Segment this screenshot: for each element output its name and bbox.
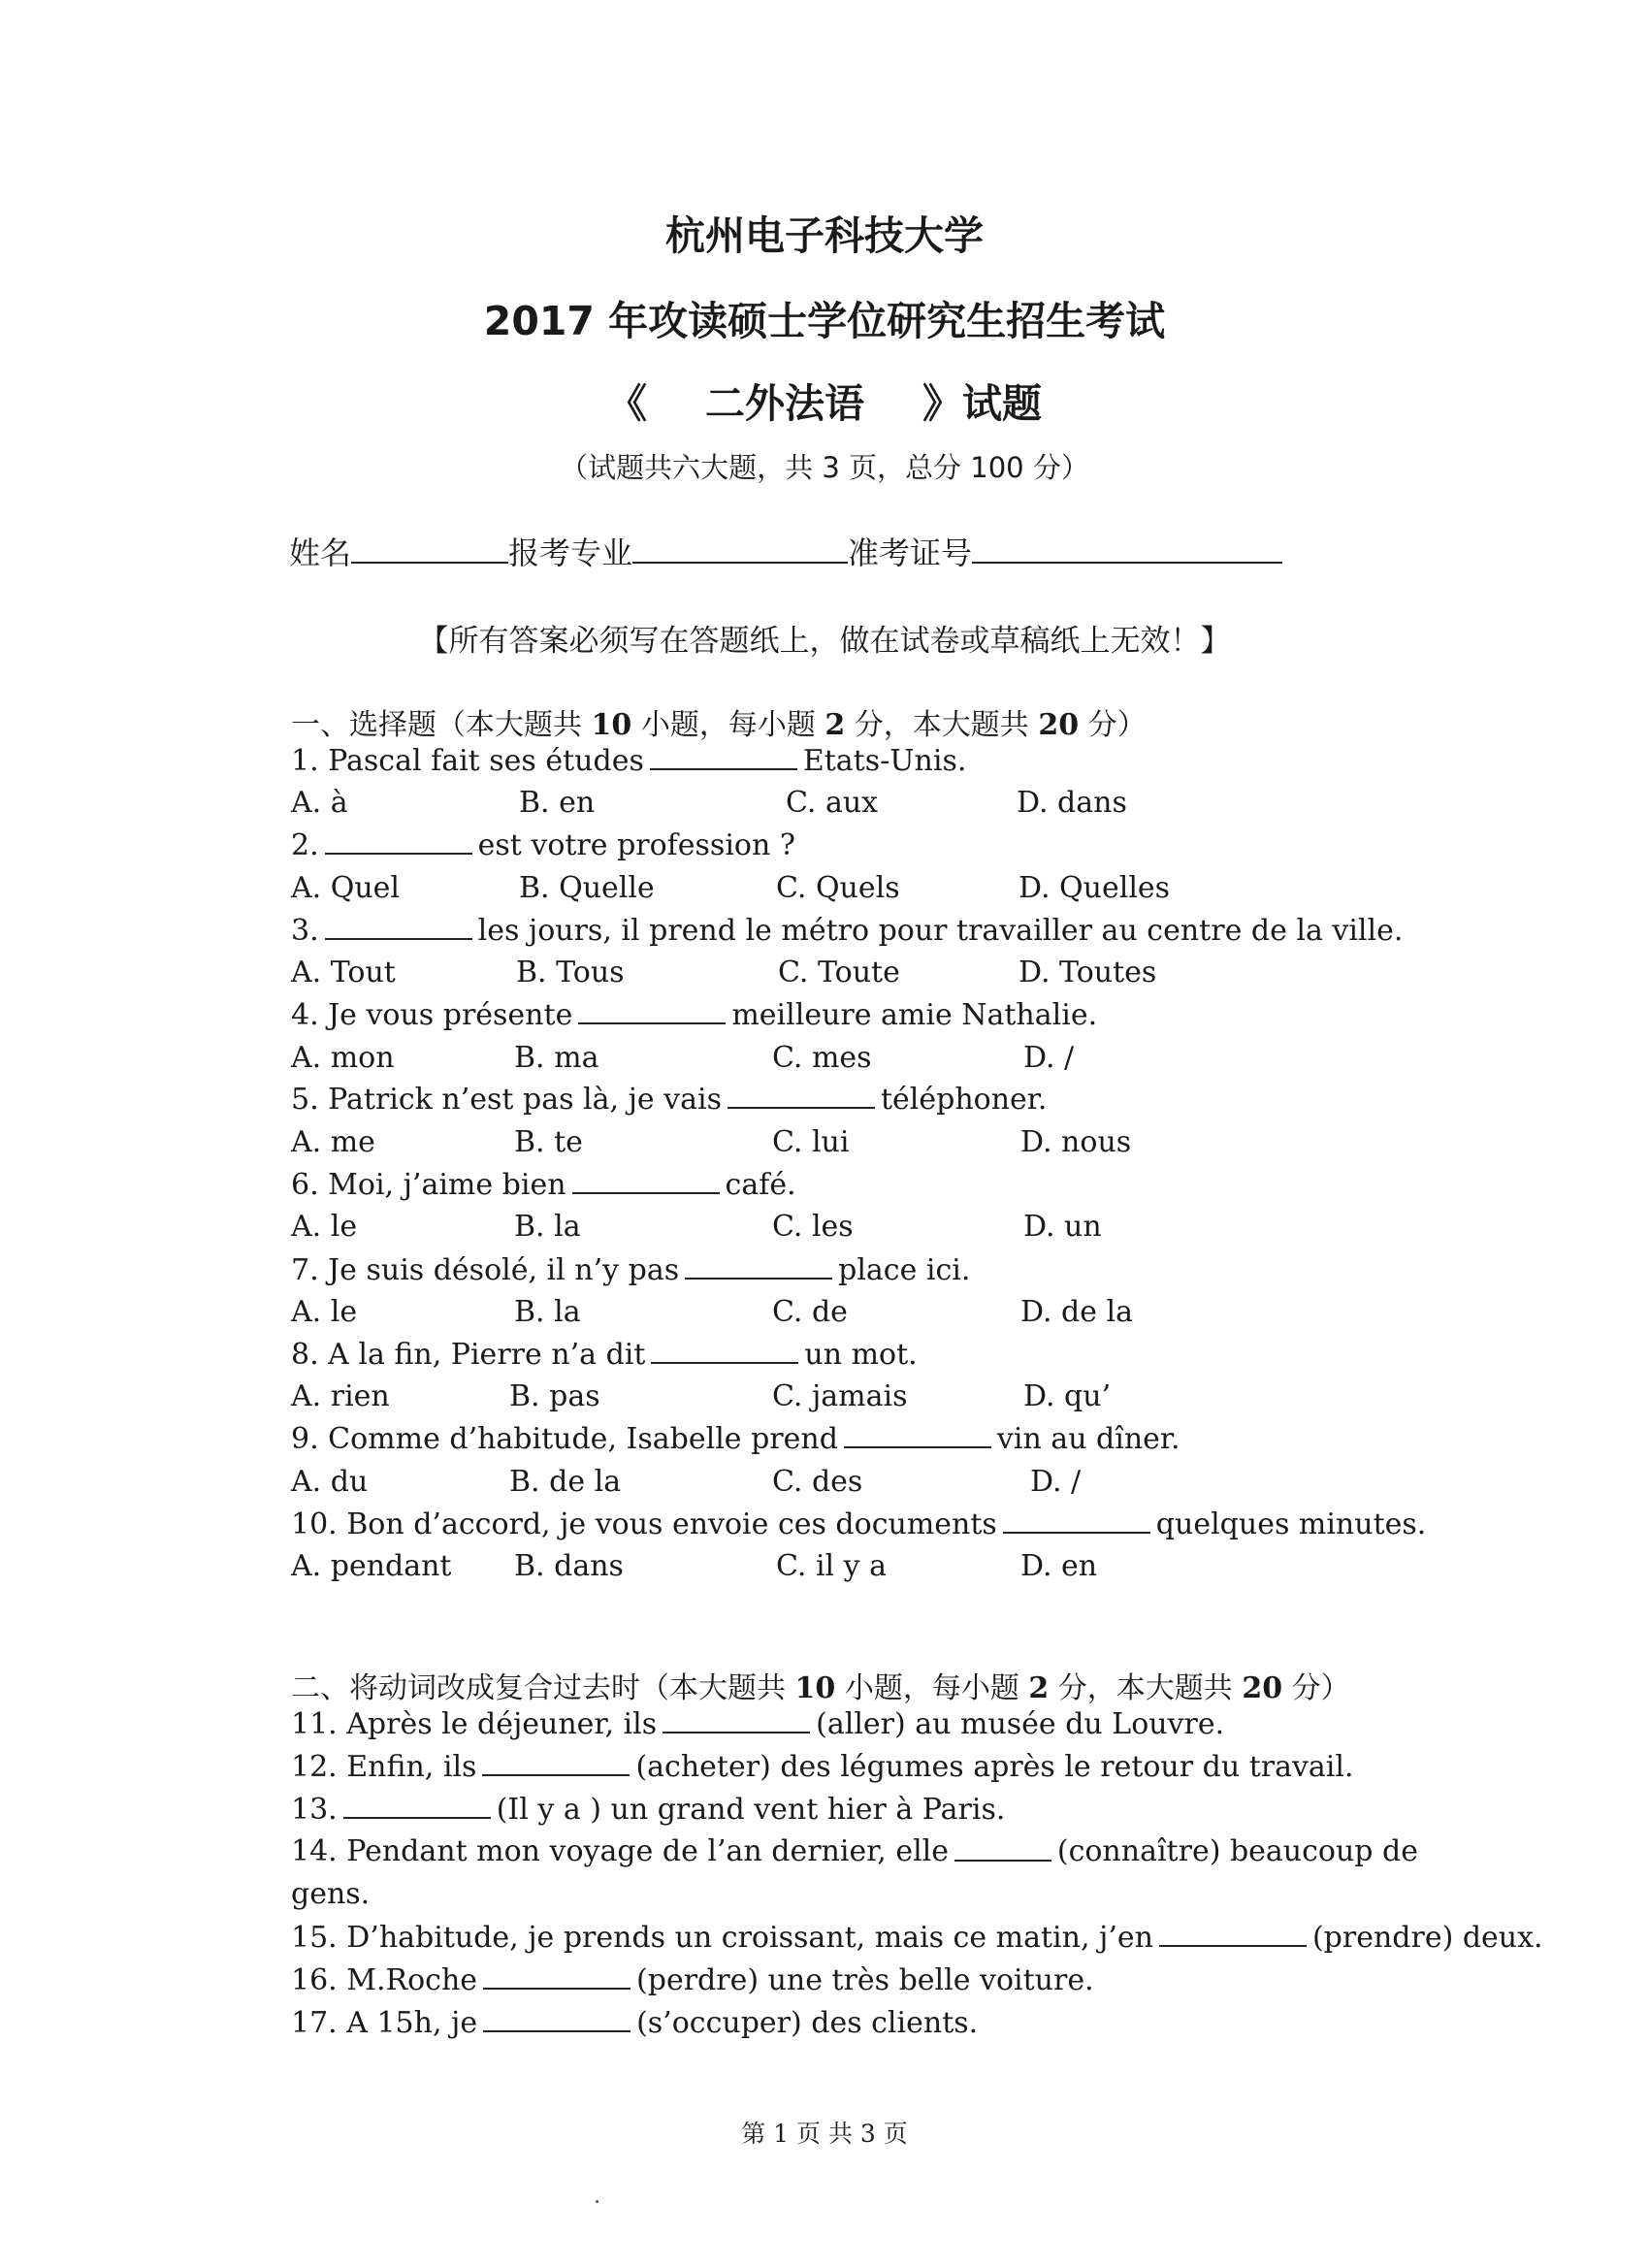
name-field[interactable] bbox=[351, 533, 508, 564]
name-label: 姓名 bbox=[289, 535, 352, 571]
answer-blank bbox=[728, 1082, 875, 1109]
q2-option-d: D. Quelles bbox=[1018, 871, 1171, 905]
q7-option-a: A. le bbox=[291, 1295, 358, 1329]
exam-title: 2017 年攻读硕士学位研究生招生考试 bbox=[483, 298, 1166, 344]
question-2: 2. est votre profession ? bbox=[291, 828, 795, 862]
question-4: 4. Je vous présente meilleure amie Nathalie. bbox=[291, 998, 1098, 1032]
answer-blank bbox=[343, 1792, 491, 1819]
q10-option-d: D. en bbox=[1020, 1549, 1098, 1583]
q6-option-c: C. les bbox=[772, 1210, 854, 1244]
candidate-fields bbox=[289, 529, 1282, 573]
answer-blank bbox=[651, 1337, 798, 1364]
q5-option-c: C. lui bbox=[772, 1125, 850, 1159]
q4-option-c: C. mes bbox=[772, 1041, 872, 1075]
q1-option-d: D. dans bbox=[1017, 786, 1127, 820]
answer-blank bbox=[1003, 1507, 1150, 1534]
q5-option-a: A. me bbox=[291, 1125, 375, 1159]
question-1: 1. Pascal fait ses études Etats-Unis. bbox=[291, 744, 967, 778]
subject-name: 二外法语 bbox=[705, 380, 864, 427]
subject-title bbox=[0, 372, 1649, 429]
q7-option-c: C. de bbox=[772, 1295, 848, 1329]
question-6: 6. Moi, j’aime bien café. bbox=[291, 1168, 796, 1202]
q4-option-b: B. ma bbox=[514, 1041, 599, 1075]
scan-speck bbox=[596, 2200, 598, 2203]
q8-option-b: B. pas bbox=[509, 1379, 600, 1413]
q5-option-b: B. te bbox=[514, 1125, 583, 1159]
question-5: 5. Patrick n’est pas là, je vais téléphoner. bbox=[291, 1083, 1048, 1117]
q10-option-a: A. pendant bbox=[291, 1549, 452, 1583]
q3-option-d: D. Toutes bbox=[1018, 956, 1157, 989]
question-13: 13. (Il y a ) un grand vent hier à Paris. bbox=[291, 1793, 1006, 1827]
question-14-continued: gens. bbox=[291, 1877, 371, 1911]
answer-blank bbox=[1159, 1920, 1307, 1947]
q9-option-d: D. / bbox=[1030, 1465, 1082, 1499]
q9-option-c: C. des bbox=[772, 1465, 863, 1499]
answer-blank bbox=[482, 1749, 630, 1776]
question-8: 8. A la fin, Pierre n’a dit un mot. bbox=[291, 1338, 918, 1372]
q8-option-c: C. jamais bbox=[772, 1379, 908, 1413]
question-7: 7. Je suis désolé, il n’y pas place ici. bbox=[291, 1253, 971, 1287]
university-name: 杭州电子科技大学 bbox=[665, 212, 984, 259]
q6-option-b: B. la bbox=[514, 1210, 581, 1244]
q9-option-a: A. du bbox=[291, 1465, 369, 1499]
question-15: 15. D’habitude, je prends un croissant, mais ce matin, j’en (prendre) deux. bbox=[291, 1921, 1543, 1955]
q10-option-c: C. il y a bbox=[776, 1549, 888, 1583]
id-label: 准考证号 bbox=[848, 535, 973, 571]
page-footer: 第 1 页 共 3 页 bbox=[741, 2120, 908, 2148]
q4-option-a: A. mon bbox=[291, 1041, 395, 1075]
q3-option-c: C. Toute bbox=[778, 956, 900, 989]
question-14: 14. Pendant mon voyage de l’an dernier, elle (connaître) beaucoup de bbox=[291, 1834, 1418, 1868]
q2-option-c: C. Quels bbox=[776, 871, 900, 905]
question-9: 9. Comme d’habitude, Isabelle prend vin au dîner. bbox=[291, 1422, 1180, 1456]
section-1-heading: 一、选择题（本大题共 10 小题，每小题 2 分，本大题共 20 分） bbox=[291, 708, 1147, 742]
answer-blank bbox=[483, 1962, 630, 1990]
answer-blank bbox=[663, 1706, 810, 1733]
q3-option-b: B. Tous bbox=[516, 956, 625, 989]
q8-option-d: D. qu’ bbox=[1023, 1379, 1112, 1413]
q1-option-b: B. en bbox=[519, 786, 596, 820]
q6-option-d: D. un bbox=[1023, 1210, 1102, 1244]
question-12: 12. Enfin, ils (acheter) des légumes après le retour du travail. bbox=[291, 1750, 1354, 1784]
q3-option-a: A. Tout bbox=[291, 956, 396, 989]
answer-blank bbox=[685, 1252, 832, 1280]
question-3: 3. les jours, il prend le métro pour travailler au centre de la ville. bbox=[291, 914, 1404, 948]
question-16: 16. M.Roche (perdre) une très belle voiture. bbox=[291, 1963, 1094, 1997]
answer-blank bbox=[844, 1421, 991, 1448]
subject-right-bracket: 》试题 bbox=[922, 380, 1042, 427]
exam-note: （试题共六大题，共 3 页，总分 100 分） bbox=[560, 451, 1089, 484]
q8-option-a: A. rien bbox=[291, 1379, 390, 1413]
q2-option-a: A. Quel bbox=[291, 871, 401, 905]
answer-blank bbox=[483, 2005, 630, 2032]
answer-blank bbox=[572, 1167, 720, 1194]
q6-option-a: A. le bbox=[291, 1210, 358, 1244]
major-field[interactable] bbox=[632, 533, 848, 564]
q7-option-b: B. la bbox=[514, 1295, 581, 1329]
answer-blank bbox=[578, 997, 726, 1024]
q7-option-d: D. de la bbox=[1020, 1295, 1134, 1329]
q2-option-b: B. Quelle bbox=[519, 871, 655, 905]
answer-warning: 【所有答案必须写在答题纸上，做在试卷或草稿纸上无效！】 bbox=[418, 624, 1231, 659]
q4-option-d: D. / bbox=[1023, 1041, 1075, 1075]
q10-option-b: B. dans bbox=[514, 1549, 624, 1583]
subject-left-bracket: 《 bbox=[607, 380, 647, 427]
answer-blank bbox=[325, 827, 472, 855]
answer-blank bbox=[954, 1834, 1051, 1862]
answer-blank bbox=[325, 913, 472, 940]
q9-option-b: B. de la bbox=[509, 1465, 622, 1499]
id-field[interactable] bbox=[972, 533, 1282, 564]
q1-option-a: A. à bbox=[291, 786, 348, 820]
section-2-heading: 二、将动词改成复合过去时（本大题共 10 小题，每小题 2 分，本大题共 20 分） bbox=[291, 1671, 1350, 1705]
q5-option-d: D. nous bbox=[1020, 1125, 1132, 1159]
question-17: 17. A 15h, je (s’occuper) des clients. bbox=[291, 2006, 979, 2040]
answer-blank bbox=[650, 743, 797, 770]
question-10: 10. Bon d’accord, je vous envoie ces documents quelques minutes. bbox=[291, 1507, 1427, 1541]
major-label: 报考专业 bbox=[508, 535, 633, 571]
q1-option-c: C. aux bbox=[786, 786, 879, 820]
question-11: 11. Après le déjeuner, ils (aller) au musée du Louvre. bbox=[291, 1707, 1225, 1741]
